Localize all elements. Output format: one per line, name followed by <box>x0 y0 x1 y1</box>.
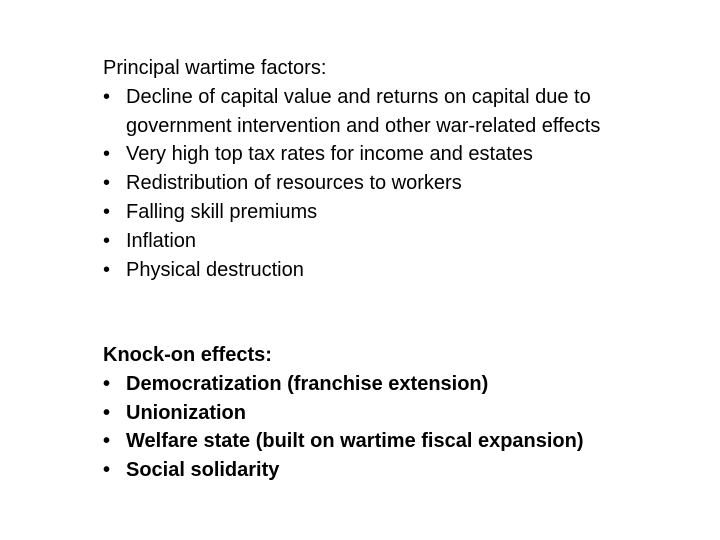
list-item-text: Falling skill premiums <box>126 200 318 223</box>
wartime-factors-heading: Principal wartime factors: <box>103 57 327 79</box>
list-item-text: Physical destruction <box>126 258 304 281</box>
bullet-icon: • <box>103 459 111 482</box>
list-item-text: Decline of capital value and returns on capital due to government intervention and other war-related effects <box>126 85 601 137</box>
bullet-icon: • <box>103 430 111 453</box>
bullet-icon: • <box>103 401 111 424</box>
list-item-text: Inflation <box>126 229 197 252</box>
list-item-text: Democratization (franchise extension) <box>126 372 489 395</box>
bullet-icon: • <box>103 229 111 252</box>
list-item-text: Social solidarity <box>126 459 280 482</box>
wartime-factors-section <box>103 54 663 284</box>
bullet-icon: • <box>103 143 111 166</box>
list-item <box>103 456 663 485</box>
list-item-text: Redistribution of resources to workers <box>126 172 462 195</box>
list-item <box>103 256 663 285</box>
knock-on-effects-list <box>103 370 663 485</box>
list-item-text: Unionization <box>126 401 246 424</box>
wartime-factors-list <box>103 83 663 285</box>
list-item <box>103 427 663 456</box>
list-item <box>103 227 663 256</box>
knock-on-effects-section <box>103 341 663 485</box>
knock-on-effects-heading: Knock-on effects: <box>103 344 272 366</box>
list-item <box>103 83 663 141</box>
bullet-icon: • <box>103 172 111 195</box>
bullet-icon: • <box>103 85 111 108</box>
bullet-icon: • <box>103 372 111 395</box>
list-item <box>103 370 663 399</box>
list-item-text: Very high top tax rates for income and estates <box>126 143 533 166</box>
list-item-text: Welfare state (built on wartime fiscal expansion) <box>126 430 584 453</box>
bullet-icon: • <box>103 200 111 223</box>
bullet-icon: • <box>103 258 111 281</box>
list-item <box>103 399 663 428</box>
list-item <box>103 198 663 227</box>
list-item <box>103 169 663 198</box>
list-item <box>103 140 663 169</box>
